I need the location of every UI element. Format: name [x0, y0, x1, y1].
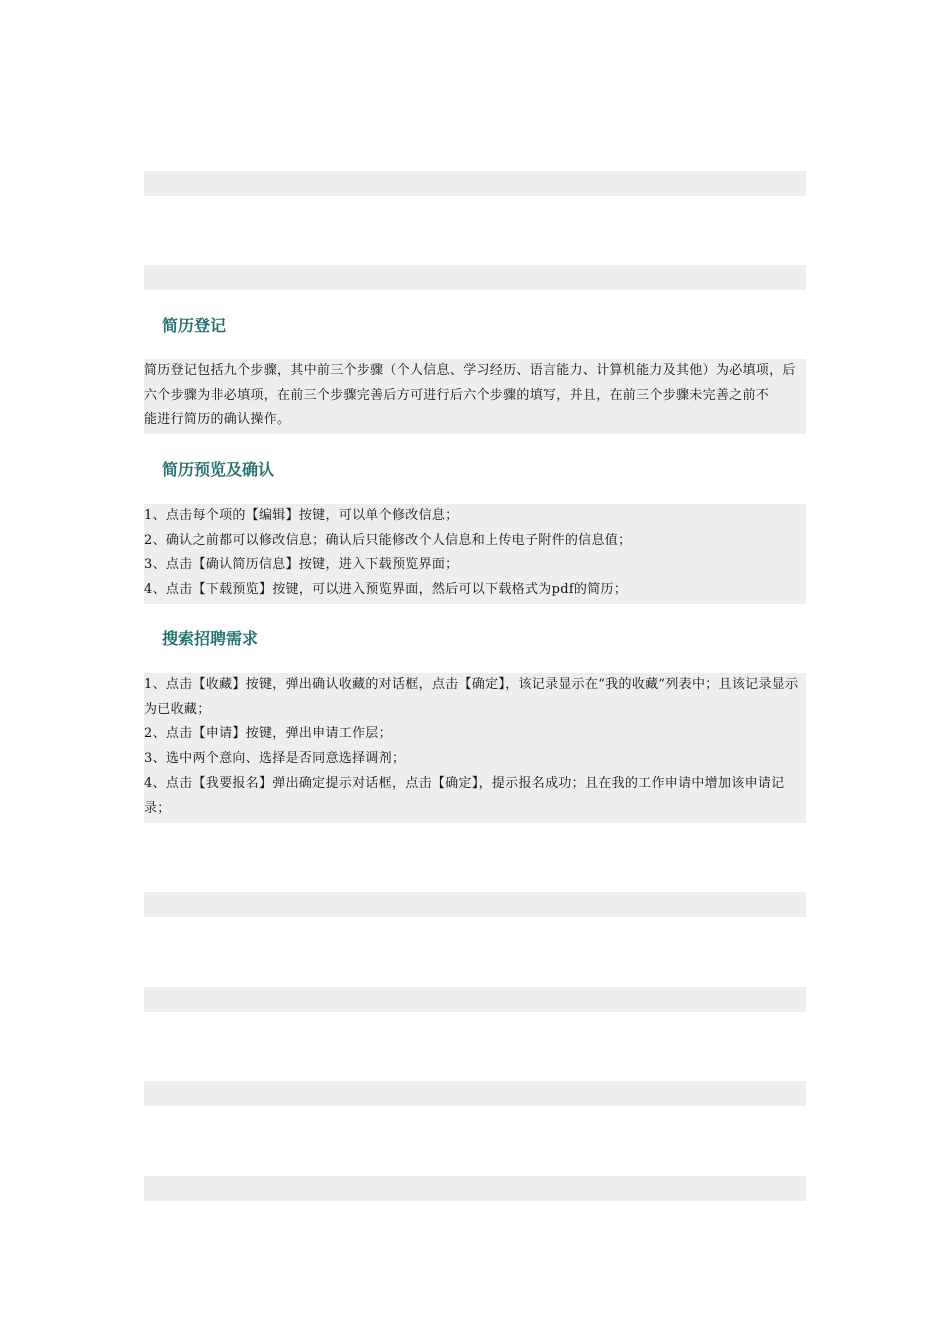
text-line: 2、点击【申请】按键，弹出申请工作层；: [144, 726, 392, 742]
section-body-search-jobs: [144, 673, 806, 823]
text-line: 3、点击【确认简历信息】按键，进入下载预览界面；: [144, 557, 459, 573]
text-line: 简历登记包括九个步骤，其中前三个步骤（个人信息、学习经历、语言能力、计算机能力及其他）为必填项，后: [144, 363, 796, 378]
empty-row-band: [144, 171, 806, 196]
text-line: 为已收藏；: [144, 701, 211, 717]
section-heading-resume-preview: 简历预览及确认: [162, 460, 275, 479]
empty-row-band: [144, 892, 806, 917]
text-line: 1、点击每个项的【编辑】按键，可以单个修改信息；: [144, 508, 459, 523]
section-heading-resume-registration: 简历登记: [162, 316, 227, 335]
text-line: 六个步骤为非必填项，在前三个步骤完善后方可进行后六个步骤的填写，并且，在前三个步骤未完善之前不: [144, 387, 770, 403]
section-heading-search-jobs: 搜索招聘需求: [162, 629, 259, 648]
text-line: 能进行简历的确认操作。: [144, 412, 291, 428]
text-line: 4、点击【我要报名】弹出确定提示对话框，点击【确定】，提示报名成功；且在我的工作申请中增加该申请记: [144, 775, 785, 791]
empty-row-band: [144, 1176, 806, 1201]
section-body-resume-preview: [144, 504, 806, 604]
text-line: 1、点击【收藏】按键，弹出确认收藏的对话框，点击【确定】，该记录显示在“我的收藏”列表中；且该记录显示: [144, 677, 799, 692]
text-line: 3、选中两个意向、选择是否同意选择调剂；: [144, 751, 406, 767]
empty-row-band: [144, 265, 806, 290]
text-line: 4、点击【下载预览】按键，可以进入预览界面，然后可以下载格式为pdf的简历；: [144, 582, 628, 598]
text-line: 录；: [144, 800, 171, 816]
empty-row-band: [144, 987, 806, 1012]
empty-row-band: [144, 1081, 806, 1106]
section-body-resume-registration: [144, 359, 806, 434]
text-line: 2、确认之前都可以修改信息；确认后只能修改个人信息和上传电子附件的信息值；: [144, 532, 632, 548]
